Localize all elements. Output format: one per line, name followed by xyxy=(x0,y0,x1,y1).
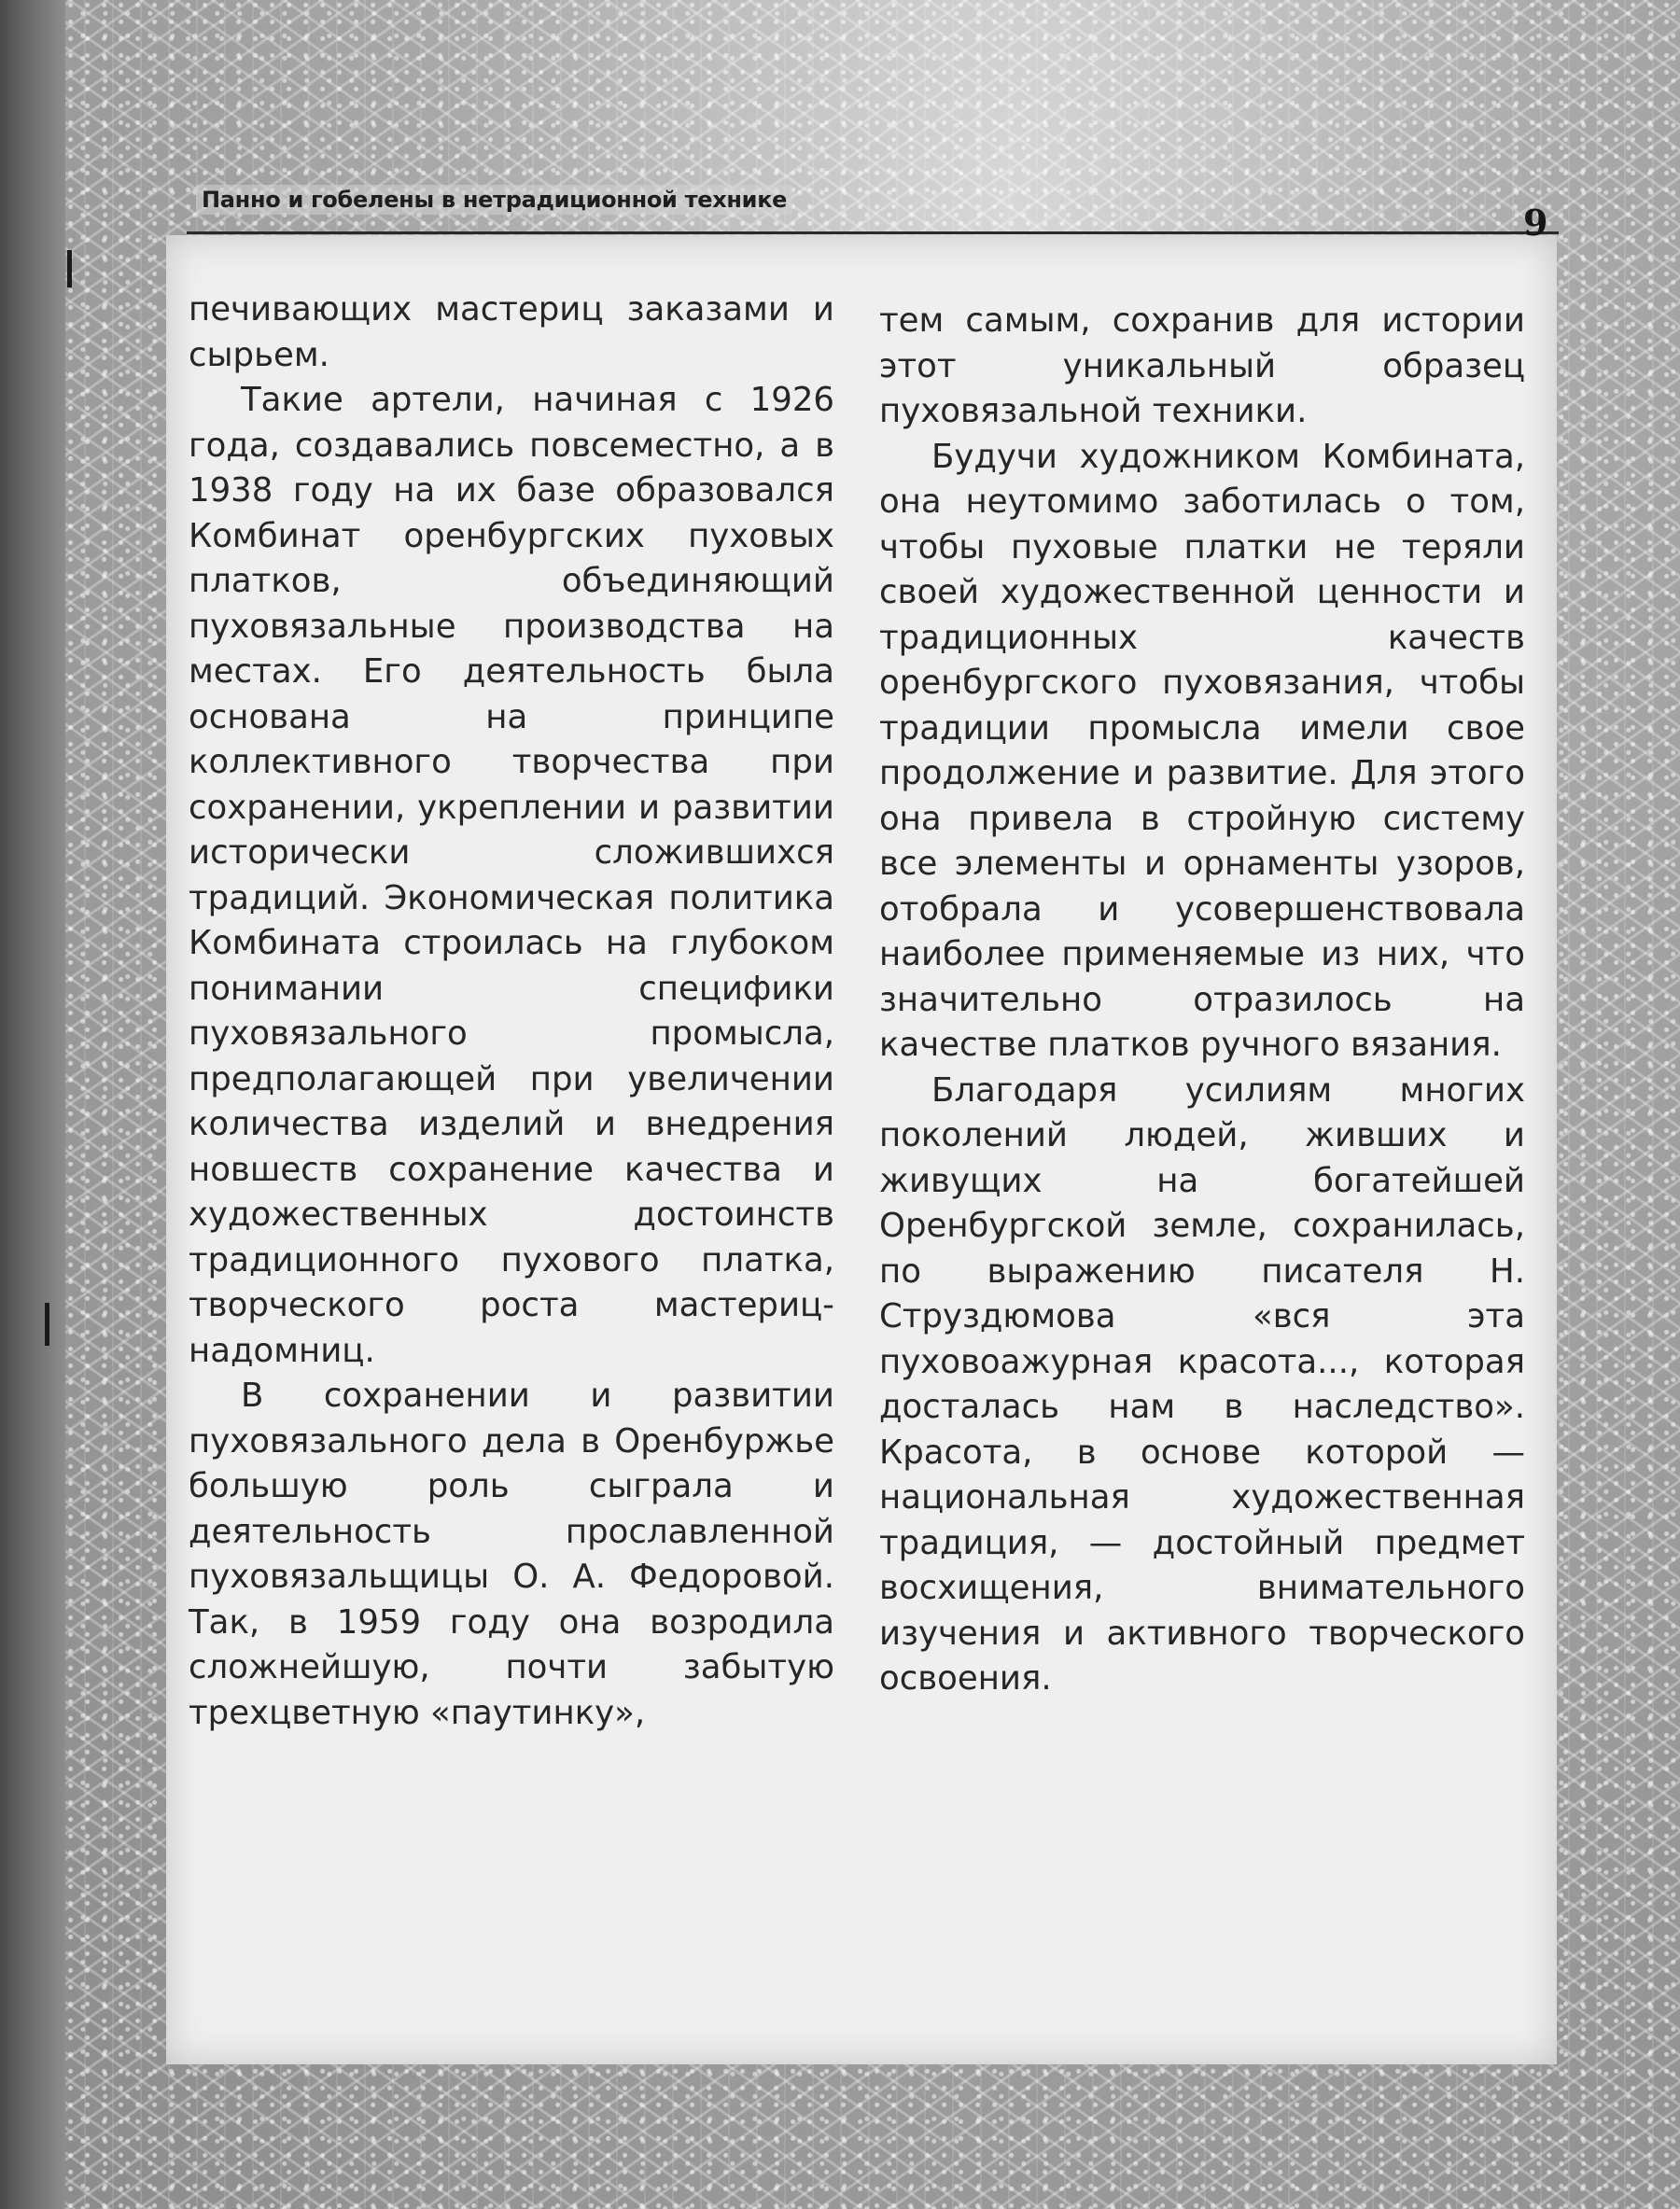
left-column xyxy=(189,287,834,1736)
paragraph: В сохранении и развитии пуховязального дела в Оренбуржье большую роль сыграла и деятельность прославленной пуховязальщицы О. А. Федоровой. Так, в 1959 году она возродила сложнейшую, почти забытую трехцветную «паутинку», xyxy=(189,1377,834,1732)
right-column xyxy=(879,299,1525,1702)
margin-mark-bottom xyxy=(45,1303,49,1346)
paragraph: Благодаря усилиям многих поколений людей, живших и живущих на богатейшей Оренбургской земле, сохранилась, по выражению писателя Н. Струздюмова «вся эта пуховоажурная красота..., которая досталась нам в наследство». Красота, в основе которой — национальная художественная традиция, — достойный предмет восхищения, внимательного изучения и активного творческого освоения. xyxy=(879,1070,1525,1698)
book-spine-shadow xyxy=(0,0,65,2209)
header-rule xyxy=(187,231,1559,234)
page-number: 9 xyxy=(1523,202,1548,244)
paragraph: печивающих мастериц заказами и сырьем. xyxy=(189,290,834,374)
paragraph: тем самым, сохранив для истории этот уникальный образец пуховязальной техники. xyxy=(879,301,1525,430)
running-title: Панно и гобелены в нетрадиционной технике xyxy=(196,185,792,215)
margin-mark-top xyxy=(67,250,72,287)
paragraph: Такие артели, начиная с 1926 года, создавались повсеместно, а в 1938 году на их базе образовался Комбинат оренбургских пуховых платков, объединяющий пуховязальные производства на местах. Его деятельность была основана на принципе коллективного творчества при сохранении, укреплении и развитии исторически сложившихся традиций. Экономическая политика Комбината строилась на глубоком понимании специфики пуховязального промысла, предполагающей при увеличении количества изделий и внедрения новшеств сохранение качества и художественных достоинств традиционного пухового платка, творческого роста мастериц-надомниц. xyxy=(189,381,834,1370)
paragraph: Будучи художником Комбината, она неутомимо заботилась о том, чтобы пуховые платки не теряли своей художественной ценности и традиционных качеств оренбургского пуховязания, чтобы традиции промысла имели свое продолжение и развитие. Для этого она привела в стройную систему все элементы и орнаменты узоров, отобрала и усовершенствовала наиболее применяемые из них, что значительно отразилось на качестве платков ручного вязания. xyxy=(879,437,1525,1064)
